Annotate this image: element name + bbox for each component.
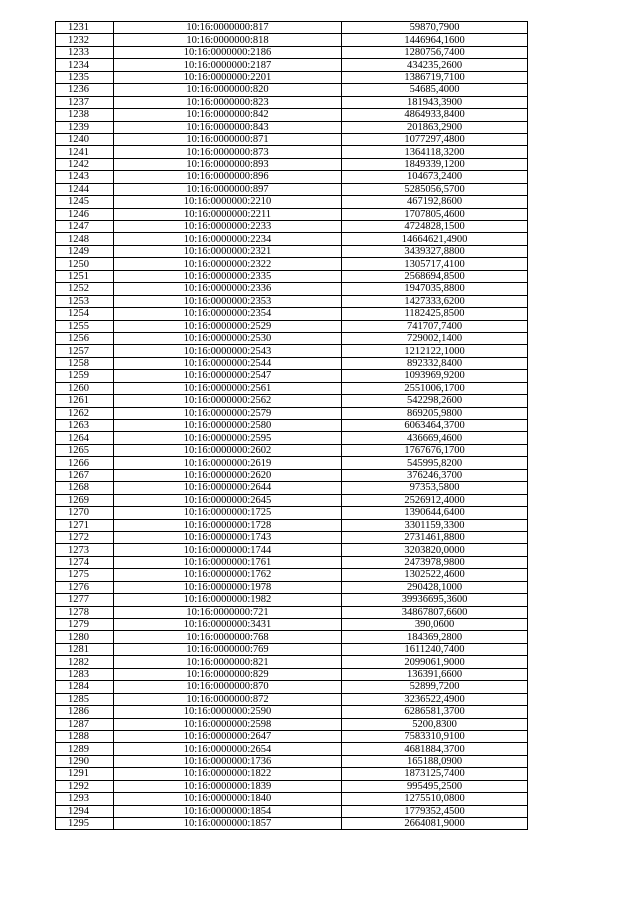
row-number: 1261 — [56, 395, 114, 407]
table-row — [56, 71, 528, 83]
row-value: 1427333,6200 — [342, 295, 528, 307]
row-value: 434235,2600 — [342, 59, 528, 71]
table-row — [56, 631, 528, 643]
cadastral-number: 10:16:0000000:2644 — [114, 482, 342, 494]
row-value: 1280756,7400 — [342, 46, 528, 58]
table-row — [56, 183, 528, 195]
row-value: 869205,9800 — [342, 407, 528, 419]
row-value: 7583310,9100 — [342, 730, 528, 742]
table-row — [56, 594, 528, 606]
row-number: 1287 — [56, 718, 114, 730]
row-value: 741707,7400 — [342, 320, 528, 332]
row-value: 4864933,8400 — [342, 109, 528, 121]
row-number: 1281 — [56, 643, 114, 655]
row-number: 1260 — [56, 382, 114, 394]
row-number: 1274 — [56, 556, 114, 568]
cadastral-number: 10:16:0000000:768 — [114, 631, 342, 643]
cadastral-number: 10:16:0000000:2187 — [114, 59, 342, 71]
table-row — [56, 420, 528, 432]
row-value: 436669,4600 — [342, 432, 528, 444]
row-number: 1278 — [56, 606, 114, 618]
row-value: 1390644,6400 — [342, 507, 528, 519]
cadastral-number: 10:16:0000000:2530 — [114, 332, 342, 344]
row-value: 1611240,7400 — [342, 643, 528, 655]
row-value: 1779352,4500 — [342, 805, 528, 817]
row-number: 1284 — [56, 681, 114, 693]
row-value: 995495,2500 — [342, 780, 528, 792]
row-value: 1947035,8800 — [342, 283, 528, 295]
row-number: 1244 — [56, 183, 114, 195]
table-row — [56, 382, 528, 394]
row-number: 1238 — [56, 109, 114, 121]
row-number: 1276 — [56, 581, 114, 593]
table-row — [56, 469, 528, 481]
table-row — [56, 332, 528, 344]
row-value: 52899,7200 — [342, 681, 528, 693]
cadastral-number: 10:16:0000000:2234 — [114, 233, 342, 245]
table-row — [56, 320, 528, 332]
table-row — [56, 768, 528, 780]
table-row — [56, 233, 528, 245]
table-row — [56, 507, 528, 519]
row-value: 201863,2900 — [342, 121, 528, 133]
row-value: 5285056,5700 — [342, 183, 528, 195]
table-row — [56, 494, 528, 506]
cadastral-number: 10:16:0000000:1762 — [114, 569, 342, 581]
cadastral-number: 10:16:0000000:1822 — [114, 768, 342, 780]
row-value: 1707805,4600 — [342, 208, 528, 220]
cadastral-number: 10:16:0000000:873 — [114, 146, 342, 158]
row-value: 6286581,3700 — [342, 706, 528, 718]
table-row — [56, 581, 528, 593]
cadastral-number: 10:16:0000000:2620 — [114, 469, 342, 481]
row-number: 1291 — [56, 768, 114, 780]
row-value: 542298,2600 — [342, 395, 528, 407]
cadastral-number: 10:16:0000000:1978 — [114, 581, 342, 593]
table-row — [56, 46, 528, 58]
table-row — [56, 395, 528, 407]
row-number: 1257 — [56, 345, 114, 357]
row-value: 5200,8300 — [342, 718, 528, 730]
row-value: 1212122,1000 — [342, 345, 528, 357]
row-number: 1289 — [56, 743, 114, 755]
row-value: 59870,7900 — [342, 22, 528, 34]
table-row — [56, 743, 528, 755]
table-row — [56, 258, 528, 270]
table-row — [56, 755, 528, 767]
cadastral-number: 10:16:0000000:2562 — [114, 395, 342, 407]
row-number: 1259 — [56, 370, 114, 382]
row-number: 1231 — [56, 22, 114, 34]
row-number: 1245 — [56, 196, 114, 208]
row-value: 2731461,8800 — [342, 531, 528, 543]
row-value: 181943,3900 — [342, 96, 528, 108]
cadastral-number: 10:16:0000000:1982 — [114, 594, 342, 606]
row-value: 1182425,8500 — [342, 308, 528, 320]
table-row — [56, 544, 528, 556]
row-number: 1293 — [56, 793, 114, 805]
cadastral-number: 10:16:0000000:2186 — [114, 46, 342, 58]
cadastral-number: 10:16:0000000:842 — [114, 109, 342, 121]
table-row — [56, 357, 528, 369]
cadastral-number: 10:16:0000000:893 — [114, 158, 342, 170]
table-row — [56, 109, 528, 121]
row-number: 1273 — [56, 544, 114, 556]
cadastral-number: 10:16:0000000:2595 — [114, 432, 342, 444]
cadastral-number: 10:16:0000000:1736 — [114, 755, 342, 767]
row-number: 1295 — [56, 818, 114, 830]
cadastral-number: 10:16:0000000:3431 — [114, 619, 342, 631]
cadastral-number: 10:16:0000000:896 — [114, 171, 342, 183]
row-value: 1077297,4800 — [342, 133, 528, 145]
row-number: 1252 — [56, 283, 114, 295]
table-row — [56, 121, 528, 133]
cadastral-number: 10:16:0000000:2645 — [114, 494, 342, 506]
row-value: 3236522,4900 — [342, 693, 528, 705]
table-row — [56, 345, 528, 357]
row-number: 1294 — [56, 805, 114, 817]
row-number: 1262 — [56, 407, 114, 419]
row-value: 104673,2400 — [342, 171, 528, 183]
row-number: 1236 — [56, 84, 114, 96]
row-number: 1283 — [56, 668, 114, 680]
cadastral-number: 10:16:0000000:1857 — [114, 818, 342, 830]
cadastral-number: 10:16:0000000:871 — [114, 133, 342, 145]
table-row — [56, 706, 528, 718]
row-number: 1264 — [56, 432, 114, 444]
cadastral-number: 10:16:0000000:2602 — [114, 444, 342, 456]
table-row — [56, 519, 528, 531]
table-row — [56, 569, 528, 581]
cadastral-number: 10:16:0000000:2647 — [114, 730, 342, 742]
row-value: 2099061,9000 — [342, 656, 528, 668]
row-value: 1873125,7400 — [342, 768, 528, 780]
cadastral-number: 10:16:0000000:2579 — [114, 407, 342, 419]
row-value: 2526912,4000 — [342, 494, 528, 506]
table-row — [56, 643, 528, 655]
row-number: 1288 — [56, 730, 114, 742]
row-number: 1258 — [56, 357, 114, 369]
table-row — [56, 668, 528, 680]
table-row — [56, 718, 528, 730]
row-value: 3439327,8800 — [342, 245, 528, 257]
cadastral-number: 10:16:0000000:2335 — [114, 270, 342, 282]
row-value: 3301159,3300 — [342, 519, 528, 531]
row-value: 376246,3700 — [342, 469, 528, 481]
cadastral-number: 10:16:0000000:2529 — [114, 320, 342, 332]
row-value: 14664621,4900 — [342, 233, 528, 245]
table-row — [56, 531, 528, 543]
table-row — [56, 805, 528, 817]
row-value: 4681884,3700 — [342, 743, 528, 755]
table-row — [56, 457, 528, 469]
row-number: 1255 — [56, 320, 114, 332]
row-number: 1253 — [56, 295, 114, 307]
table-row — [56, 245, 528, 257]
table-row — [56, 171, 528, 183]
cadastral-number: 10:16:0000000:1743 — [114, 531, 342, 543]
table-row — [56, 283, 528, 295]
table-row — [56, 158, 528, 170]
row-number: 1254 — [56, 308, 114, 320]
cadastral-number: 10:16:0000000:829 — [114, 668, 342, 680]
row-value: 467192,8600 — [342, 196, 528, 208]
row-value: 1849339,1200 — [342, 158, 528, 170]
row-value: 39936695,3600 — [342, 594, 528, 606]
table-row — [56, 133, 528, 145]
row-value: 1305717,4100 — [342, 258, 528, 270]
cadastral-number: 10:16:0000000:2353 — [114, 295, 342, 307]
cadastral-number: 10:16:0000000:2598 — [114, 718, 342, 730]
row-number: 1246 — [56, 208, 114, 220]
table-row — [56, 308, 528, 320]
row-number: 1267 — [56, 469, 114, 481]
cadastral-number: 10:16:0000000:2543 — [114, 345, 342, 357]
row-value: 1364118,3200 — [342, 146, 528, 158]
cadastral-number: 10:16:0000000:2561 — [114, 382, 342, 394]
table-row — [56, 34, 528, 46]
cadastral-number: 10:16:0000000:2321 — [114, 245, 342, 257]
row-number: 1242 — [56, 158, 114, 170]
row-number: 1265 — [56, 444, 114, 456]
row-value: 2664081,9000 — [342, 818, 528, 830]
row-number: 1275 — [56, 569, 114, 581]
row-number: 1286 — [56, 706, 114, 718]
cadastral-number: 10:16:0000000:2336 — [114, 283, 342, 295]
row-number: 1282 — [56, 656, 114, 668]
table-row — [56, 693, 528, 705]
table-row — [56, 556, 528, 568]
row-number: 1251 — [56, 270, 114, 282]
row-number: 1285 — [56, 693, 114, 705]
cadastral-number: 10:16:0000000:872 — [114, 693, 342, 705]
table-row — [56, 221, 528, 233]
table-row — [56, 407, 528, 419]
row-number: 1263 — [56, 420, 114, 432]
table-row — [56, 432, 528, 444]
cadastral-number: 10:16:0000000:1761 — [114, 556, 342, 568]
table-row — [56, 780, 528, 792]
cadastral-number: 10:16:0000000:2590 — [114, 706, 342, 718]
row-number: 1248 — [56, 233, 114, 245]
table-row — [56, 818, 528, 830]
table-row — [56, 681, 528, 693]
cadastral-number: 10:16:0000000:897 — [114, 183, 342, 195]
row-value: 545995,8200 — [342, 457, 528, 469]
cadastral-number: 10:16:0000000:870 — [114, 681, 342, 693]
row-value: 1446964,1600 — [342, 34, 528, 46]
row-value: 4724828,1500 — [342, 221, 528, 233]
row-value: 54685,4000 — [342, 84, 528, 96]
row-number: 1269 — [56, 494, 114, 506]
cadastral-number: 10:16:0000000:769 — [114, 643, 342, 655]
row-number: 1241 — [56, 146, 114, 158]
table-row — [56, 619, 528, 631]
row-value: 390,0600 — [342, 619, 528, 631]
row-value: 290428,1000 — [342, 581, 528, 593]
cadastral-number: 10:16:0000000:820 — [114, 84, 342, 96]
row-value: 1386719,7100 — [342, 71, 528, 83]
table-row — [56, 270, 528, 282]
row-number: 1292 — [56, 780, 114, 792]
row-number: 1235 — [56, 71, 114, 83]
row-number: 1266 — [56, 457, 114, 469]
row-number: 1272 — [56, 531, 114, 543]
table-row — [56, 84, 528, 96]
row-value: 1302522,4600 — [342, 569, 528, 581]
table-row — [56, 208, 528, 220]
row-number: 1268 — [56, 482, 114, 494]
table-row — [56, 444, 528, 456]
cadastral-number: 10:16:0000000:1854 — [114, 805, 342, 817]
cadastral-number: 10:16:0000000:2210 — [114, 196, 342, 208]
row-number: 1240 — [56, 133, 114, 145]
row-number: 1239 — [56, 121, 114, 133]
row-number: 1256 — [56, 332, 114, 344]
row-number: 1250 — [56, 258, 114, 270]
table-row — [56, 196, 528, 208]
table-row — [56, 295, 528, 307]
table-row — [56, 146, 528, 158]
table-row — [56, 22, 528, 34]
row-value: 3203820,0000 — [342, 544, 528, 556]
row-number: 1247 — [56, 221, 114, 233]
row-value: 1093969,9200 — [342, 370, 528, 382]
cadastral-number: 10:16:0000000:2211 — [114, 208, 342, 220]
cadastral-number: 10:16:0000000:1728 — [114, 519, 342, 531]
row-number: 1270 — [56, 507, 114, 519]
row-value: 1275510,0800 — [342, 793, 528, 805]
row-value: 2551006,1700 — [342, 382, 528, 394]
table-row — [56, 793, 528, 805]
cadastral-number: 10:16:0000000:1725 — [114, 507, 342, 519]
cadastral-number: 10:16:0000000:1839 — [114, 780, 342, 792]
cadastral-number: 10:16:0000000:2547 — [114, 370, 342, 382]
row-number: 1271 — [56, 519, 114, 531]
cadastral-number: 10:16:0000000:843 — [114, 121, 342, 133]
row-value: 1767676,1700 — [342, 444, 528, 456]
row-value: 136391,6600 — [342, 668, 528, 680]
row-number: 1279 — [56, 619, 114, 631]
table-row — [56, 96, 528, 108]
cadastral-number: 10:16:0000000:2544 — [114, 357, 342, 369]
cadastral-number: 10:16:0000000:2322 — [114, 258, 342, 270]
table-row — [56, 482, 528, 494]
row-value: 184369,2800 — [342, 631, 528, 643]
table-row — [56, 656, 528, 668]
row-number: 1243 — [56, 171, 114, 183]
row-number: 1277 — [56, 594, 114, 606]
cadastral-number: 10:16:0000000:2233 — [114, 221, 342, 233]
row-value: 97353,5800 — [342, 482, 528, 494]
row-number: 1249 — [56, 245, 114, 257]
table-row — [56, 59, 528, 71]
row-number: 1233 — [56, 46, 114, 58]
table-body — [56, 22, 528, 830]
row-number: 1290 — [56, 755, 114, 767]
row-number: 1234 — [56, 59, 114, 71]
cadastral-number: 10:16:0000000:823 — [114, 96, 342, 108]
row-value: 34867807,6600 — [342, 606, 528, 618]
cadastral-number: 10:16:0000000:2619 — [114, 457, 342, 469]
row-value: 2473978,9800 — [342, 556, 528, 568]
cadastral-number: 10:16:0000000:2201 — [114, 71, 342, 83]
row-value: 892332,8400 — [342, 357, 528, 369]
row-value: 165188,0900 — [342, 755, 528, 767]
table-row — [56, 606, 528, 618]
row-value: 2568694,8500 — [342, 270, 528, 282]
cadastral-number: 10:16:0000000:1840 — [114, 793, 342, 805]
cadastral-number: 10:16:0000000:817 — [114, 22, 342, 34]
row-number: 1232 — [56, 34, 114, 46]
table-row — [56, 730, 528, 742]
cadastral-number: 10:16:0000000:2580 — [114, 420, 342, 432]
row-number: 1280 — [56, 631, 114, 643]
cadastral-number: 10:16:0000000:1744 — [114, 544, 342, 556]
row-number: 1237 — [56, 96, 114, 108]
cadastral-number: 10:16:0000000:2354 — [114, 308, 342, 320]
cadastral-number: 10:16:0000000:721 — [114, 606, 342, 618]
table-row — [56, 370, 528, 382]
data-table — [55, 21, 528, 830]
row-value: 6063464,3700 — [342, 420, 528, 432]
cadastral-number: 10:16:0000000:821 — [114, 656, 342, 668]
row-value: 729002,1400 — [342, 332, 528, 344]
cadastral-number: 10:16:0000000:2654 — [114, 743, 342, 755]
cadastral-number: 10:16:0000000:818 — [114, 34, 342, 46]
